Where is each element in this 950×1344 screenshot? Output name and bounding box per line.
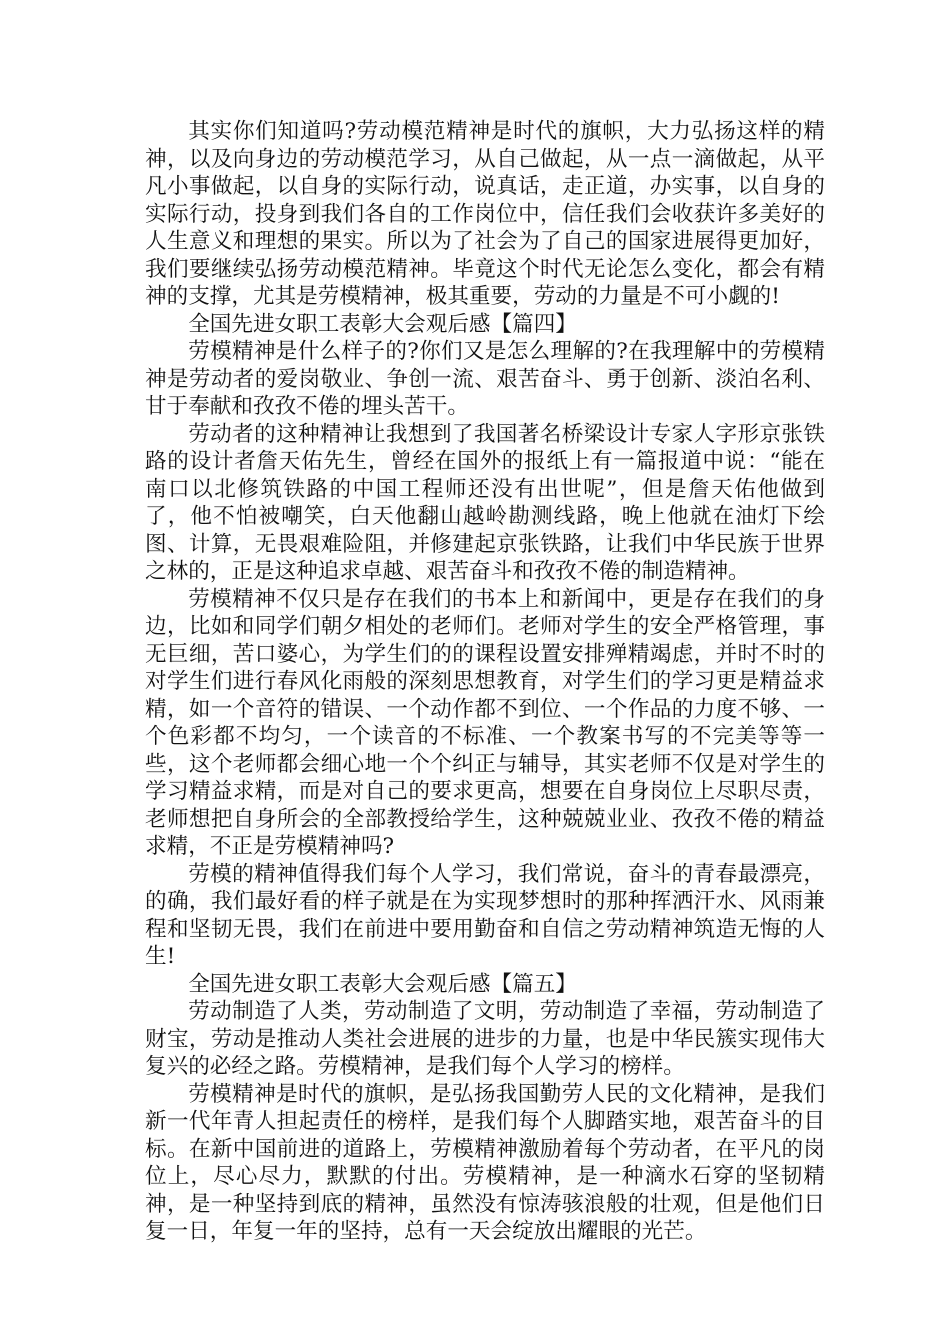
paragraph-teachers: 劳模精神不仅只是存在我们的书本上和新闻中，更是存在我们的身边，比如和同学们朝夕相处的老师们。老师对学生的安全严格管理，事无巨细，苦口婆心，为学生们的的课程设置安排殚精竭虑，并时不时的对学生们进行春风化雨般的深刻思想教育，对学生们的学习更是精益求精，如一个音符的错误、一个动作都不到位、一个作品的力度不够、一个色彩都不均匀，一个读音的不标准、一个教案书写的不完美等等一些，这个老师都会细心地一个个纠正与辅导，其实老师不仅是对学生的学习精益求精，而是对自己的要求更高，想要在自身岗位上尽职尽责，老师想把自身所会的全部教授给学生，这种兢兢业业、孜孜不倦的精益求精，不正是劳模精神吗? xyxy=(145,586,825,859)
section-heading-part-four: 全国先进女职工表彰大会观后感【篇四】 xyxy=(188,311,577,337)
document-page xyxy=(145,118,825,1246)
paragraph-labor-created: 劳动制造了人类，劳动制造了文明，劳动制造了幸福，劳动制造了财宝，劳动是推动人类社会进展的进步的力量，也是中华民簇实现伟大复兴的必经之路。劳模精神，是我们每个人学习的榜样。 xyxy=(145,999,825,1079)
paragraph-banner-of-era: 劳模精神是时代的旗帜，是弘扬我国勤劳人民的文化精神，是我们新一代年青人担起责任的榜样，是我们每个人脚踏实地，艰苦奋斗的目标。在新中国前进的道路上，劳模精神激励着每个劳动者，在平凡的岗位上，尽心尽力，默默的付出。劳模精神，是一种滴水石穿的坚韧精神，是一种坚持到底的精神，虽然没有惊涛骇浪般的壮观，但是他们日复一日，年复一年的坚持，总有一天会绽放出耀眼的光芒。 xyxy=(145,1081,825,1244)
paragraph-labor-model-spirit-conclusion: 其实你们知道吗?劳动模范精神是时代的旗帜，大力弘扬这样的精神，以及向身边的劳动模范学习，从自己做起，从一点一滴做起，从平凡小事做起，以自身的实际行动，说真话，走正道，办实事，以自身的实际行动，投身到我们各自的工作岗位中，信任我们会收获许多美好的人生意义和理想的果实。所以为了社会为了自己的国家进展得更加好，我们要继续弘扬劳动模范精神。毕竟这个时代无论怎么变化，都会有精神的支撑，尤其是劳模精神，极其重要，劳动的力量是不可小觑的! xyxy=(145,119,825,309)
paragraph-youth-striving: 劳模的精神值得我们每个人学习，我们常说，奋斗的青春最漂亮，的确，我们最好看的样子就是在为实现梦想时的那种挥洒汗水、风雨兼程和坚韧无畏，我们在前进中要用勤奋和自信之劳动精神筑造无悔的人生! xyxy=(145,861,825,969)
paragraph-zhan-tianyou: 劳动者的这种精神让我想到了我国著名桥梁设计专家人字形京张铁路的设计者詹天佑先生，曾经在国外的报纸上有一篇报道中说：“能在南口以北修筑铁路的中国工程师还没有出世呢”，但是詹天佑他做到了，他不怕被嘲笑，白天他翻山越岭勘测线路，晚上他就在油灯下绘图、计算，无畏艰难险阻，并修建起京张铁路，让我们中华民族于世界之林的，正是这种追求卓越、艰苦奋斗和孜孜不倦的制造精神。 xyxy=(145,421,825,584)
section-heading-part-five: 全国先进女职工表彰大会观后感【篇五】 xyxy=(188,971,577,997)
paragraph-what-is-labor-model-spirit: 劳模精神是什么样子的?你们又是怎么理解的?在我理解中的劳模精神是劳动者的爱岗敬业、争创一流、艰苦奋斗、勇于创新、淡泊名利、甘于奉献和孜孜不倦的埋头苦干。 xyxy=(145,339,825,419)
